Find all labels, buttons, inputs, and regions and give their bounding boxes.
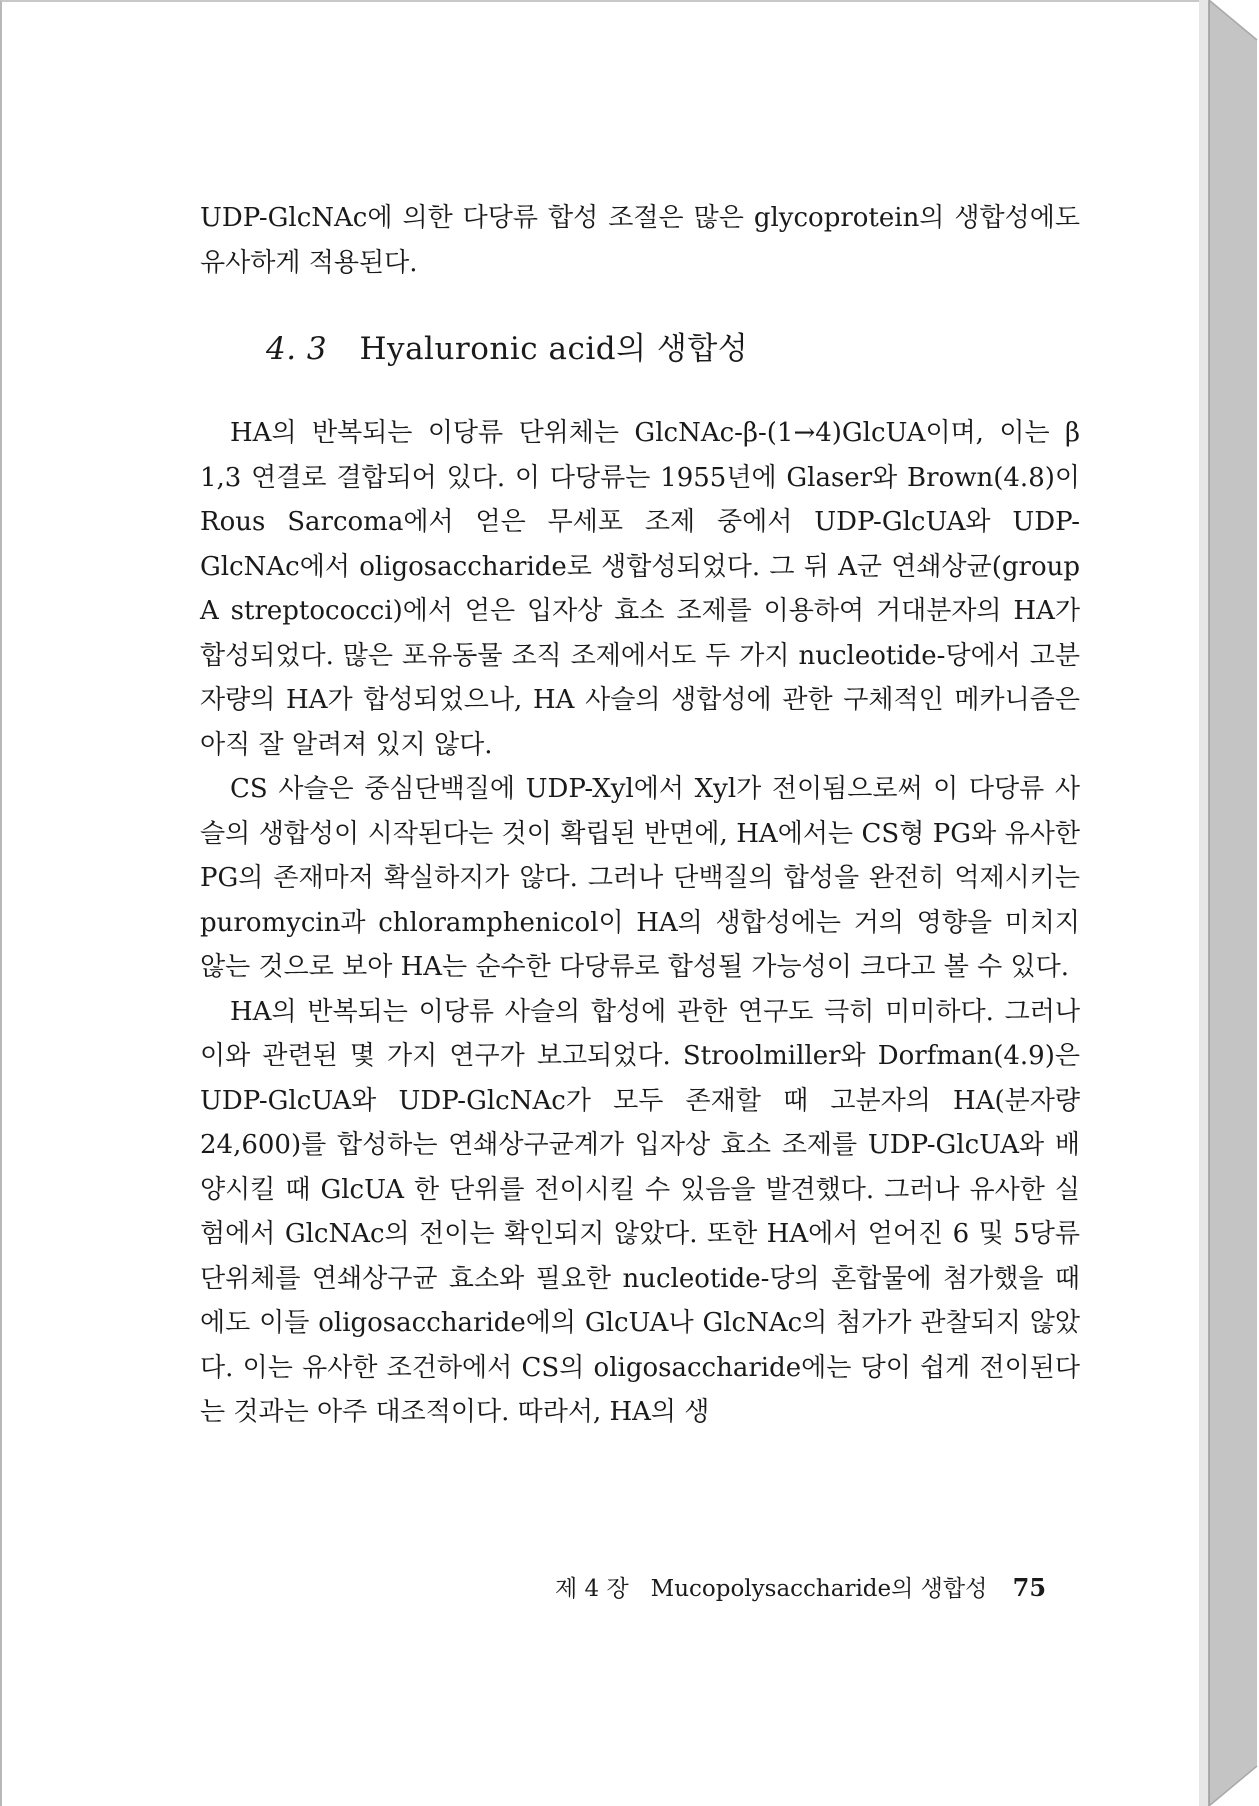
footer-chapter-title: Mucopolysaccharide의 생합성 bbox=[650, 1576, 988, 1602]
intro-section bbox=[200, 196, 1080, 285]
footer-chapter: 제 4 장 bbox=[555, 1576, 629, 1602]
page-number: 75 bbox=[1012, 1573, 1047, 1602]
intro-paragraph: UDP-GlcNAc에 의한 다당류 합성 조절은 많은 glycoprotein의 생합성에도 유사하게 적용된다. bbox=[200, 203, 1080, 278]
body-paragraph-2: CS 사슬은 중심단백질에 UDP-Xyl에서 Xyl가 전이됨으로써 이 다당류 사슬의 생합성이 시작된다는 것이 확립된 반면에, HA에서는 CS형 PG와 유사한 PG의 존재마저 확실하지가 않다. 그러나 단백질의 합성을 완전히 억제시키는 puromycin과 chloramphenicol이 HA의 생합성에는 거의 영향을 미치지 않는 것으로 보아 HA는 순수한 다당류로 합성될 가능성이 크다고 볼 수 있다. bbox=[200, 774, 1080, 982]
section-heading bbox=[266, 327, 1080, 371]
body-paragraph-3: HA의 반복되는 이당류 사슬의 합성에 관한 연구도 극히 미미하다. 그러나 이와 관련된 몇 가지 연구가 보고되었다. Stroolmiller와 Dorfman(4.9)은 UDP-GlcUA와 UDP-GlcNAc가 모두 존재할 때 고분자의 HA(분자량 24,600)를 합성하는 연쇄상구균계가 입자상 효소 조제를 UDP-GlcUA와 배양시킬 때 GlcUA 한 단위를 전이시킬 수 있음을 발견했다. 그러나 유사한 실험에서 GlcNAc의 전이는 확인되지 않았다. 또한 HA에서 얻어진 6 및 5당류 단위체를 연쇄상구균 효소와 필요한 nucleotide-당의 혼합물에 첨가했을 때에도 이들 oligosaccharide에의 GlcUA나 GlcNAc의 첨가가 관찰되지 않았다. 이는 유사한 조건하에서 CS의 oligosaccharide에는 당이 쉽게 전이된다는 것과는 아주 대조적이다. 따라서, HA의 생 bbox=[200, 996, 1080, 1427]
page-content bbox=[200, 196, 1080, 1435]
book-spine-edge bbox=[1199, 0, 1259, 1806]
section-number: 4. 3 bbox=[266, 331, 328, 367]
body-paragraph-1: HA의 반복되는 이당류 단위체는 GlcNAc-β-(1→4)GlcUA이며, 이는 β 1,3 연결로 결합되어 있다. 이 다당류는 1955년에 Glaser와 Brown(4.8)이 Rous Sarcoma에서 얻은 무세포 조제 중에서 UDP-GlcUA와 UDP-GlcNAc에서 oligosaccharide로 생합성되었다. 그 뒤 A군 연쇄상균(group A streptococci)에서 얻은 입자상 효소 조제를 이용하여 거대분자의 HA가 합성되었다. 많은 포유동물 조직 조제에서도 두 가지 nucleotide-당에서 고분자량의 HA가 합성되었으나, HA 사슬의 생합성에 관한 구체적인 메카니즘은 아직 잘 알려져 있지 않다. bbox=[200, 418, 1080, 760]
section-body bbox=[200, 411, 1080, 1435]
page-footer bbox=[555, 1572, 1055, 1605]
section-title: Hyaluronic acid의 생합성 bbox=[359, 331, 749, 367]
